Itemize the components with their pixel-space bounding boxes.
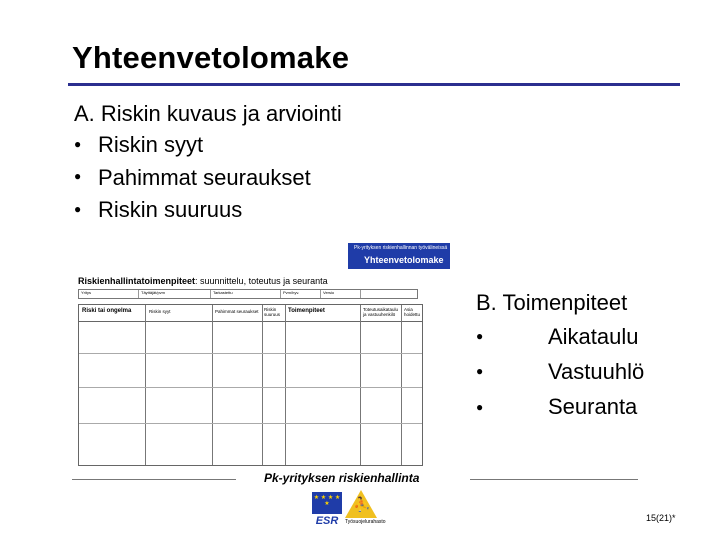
title-underline [68, 83, 680, 86]
section-b-heading: B. Toimenpiteet [476, 290, 628, 315]
table-divider [262, 305, 263, 465]
table-divider [360, 305, 361, 465]
bullet-text: Vastuuhlö [548, 359, 645, 385]
form-banner [348, 243, 450, 269]
section-a-bullet [74, 194, 342, 227]
table-divider [401, 305, 402, 465]
form-column-header: Riskin syyt [149, 309, 171, 314]
form-banner-subtitle: Pk-yrityksen riskienhallinnan työvälineissä [354, 245, 448, 251]
person-figure-icon: ⛹ [353, 496, 371, 512]
form-table [78, 304, 423, 466]
bullet-icon: ● [476, 329, 484, 344]
section-b-bullet [476, 320, 644, 355]
bullet-icon: ● [476, 399, 484, 414]
form-column-header: Riskin suuruus [264, 307, 281, 317]
table-row-line [79, 387, 422, 388]
table-divider [212, 305, 213, 465]
form-heading-rest: : suunnittelu, toteutus ja seuranta [195, 276, 328, 286]
bullet-icon: ● [74, 169, 82, 184]
section-a-bullet [74, 162, 342, 195]
section-a-heading: A. Riskin kuvaus ja arviointi [74, 101, 342, 126]
form-column-header: Pahimmat seuraukset [215, 309, 259, 314]
eu-flag-icon [312, 492, 342, 514]
form-meta-field: Pvm/hyv. [281, 290, 321, 298]
form-column-header: Toteutusaikataulu ja vastuuhenkilö [363, 307, 399, 317]
bullet-text: Pahimmat seuraukset [98, 164, 311, 190]
form-thumbnail [78, 243, 450, 465]
form-column-header: Toimenpiteet [288, 308, 325, 314]
bullet-text: Riskin suuruus [98, 197, 243, 223]
form-banner-title: Yhteenvetolomake [364, 255, 444, 265]
page-number: 15(21)* [646, 513, 676, 523]
form-column-header: Asia hoidettu [404, 307, 421, 317]
table-row-line [79, 353, 422, 354]
section-b-bullet [476, 390, 644, 425]
footer-rule-right [470, 479, 638, 480]
form-meta-field: Yritys [79, 290, 139, 298]
bullet-icon: ● [74, 136, 82, 151]
section-a [74, 98, 342, 227]
section-b-bullet [476, 355, 644, 390]
work-safety-logo-label: Työsuojelurahasto [345, 519, 386, 525]
section-a-bullet [74, 129, 342, 162]
bullet-icon: ● [74, 202, 82, 217]
form-meta-field: Tarkastettu [211, 290, 281, 298]
eu-stars: ★ ★ ★ ★ ★ [313, 495, 341, 507]
form-meta-field: Täyttäjät/pvm [139, 290, 211, 298]
form-meta-field: Versio [321, 290, 361, 298]
esr-logo-text: ESR [315, 515, 339, 527]
table-divider [145, 305, 146, 465]
form-column-header: Riski tai ongelma [82, 308, 132, 314]
bullet-text: Aikataulu [548, 324, 639, 349]
form-heading-bold: Riskienhallintatoimenpiteet [78, 276, 196, 286]
form-meta-row [78, 289, 418, 299]
section-b [476, 286, 644, 426]
form-heading [78, 276, 328, 286]
bullet-text: Riskin syyt [98, 132, 204, 157]
bullet-text: Seuranta [548, 394, 638, 420]
footer-brand: Pk-yrityksen riskienhallinta [264, 471, 420, 485]
bullet-icon: ● [476, 364, 484, 379]
footer-rule-left [72, 479, 236, 480]
form-table-header [79, 305, 422, 322]
table-divider [285, 305, 286, 465]
slide-title: Yhteenvetolomake [72, 40, 350, 75]
table-row-line [79, 423, 422, 424]
